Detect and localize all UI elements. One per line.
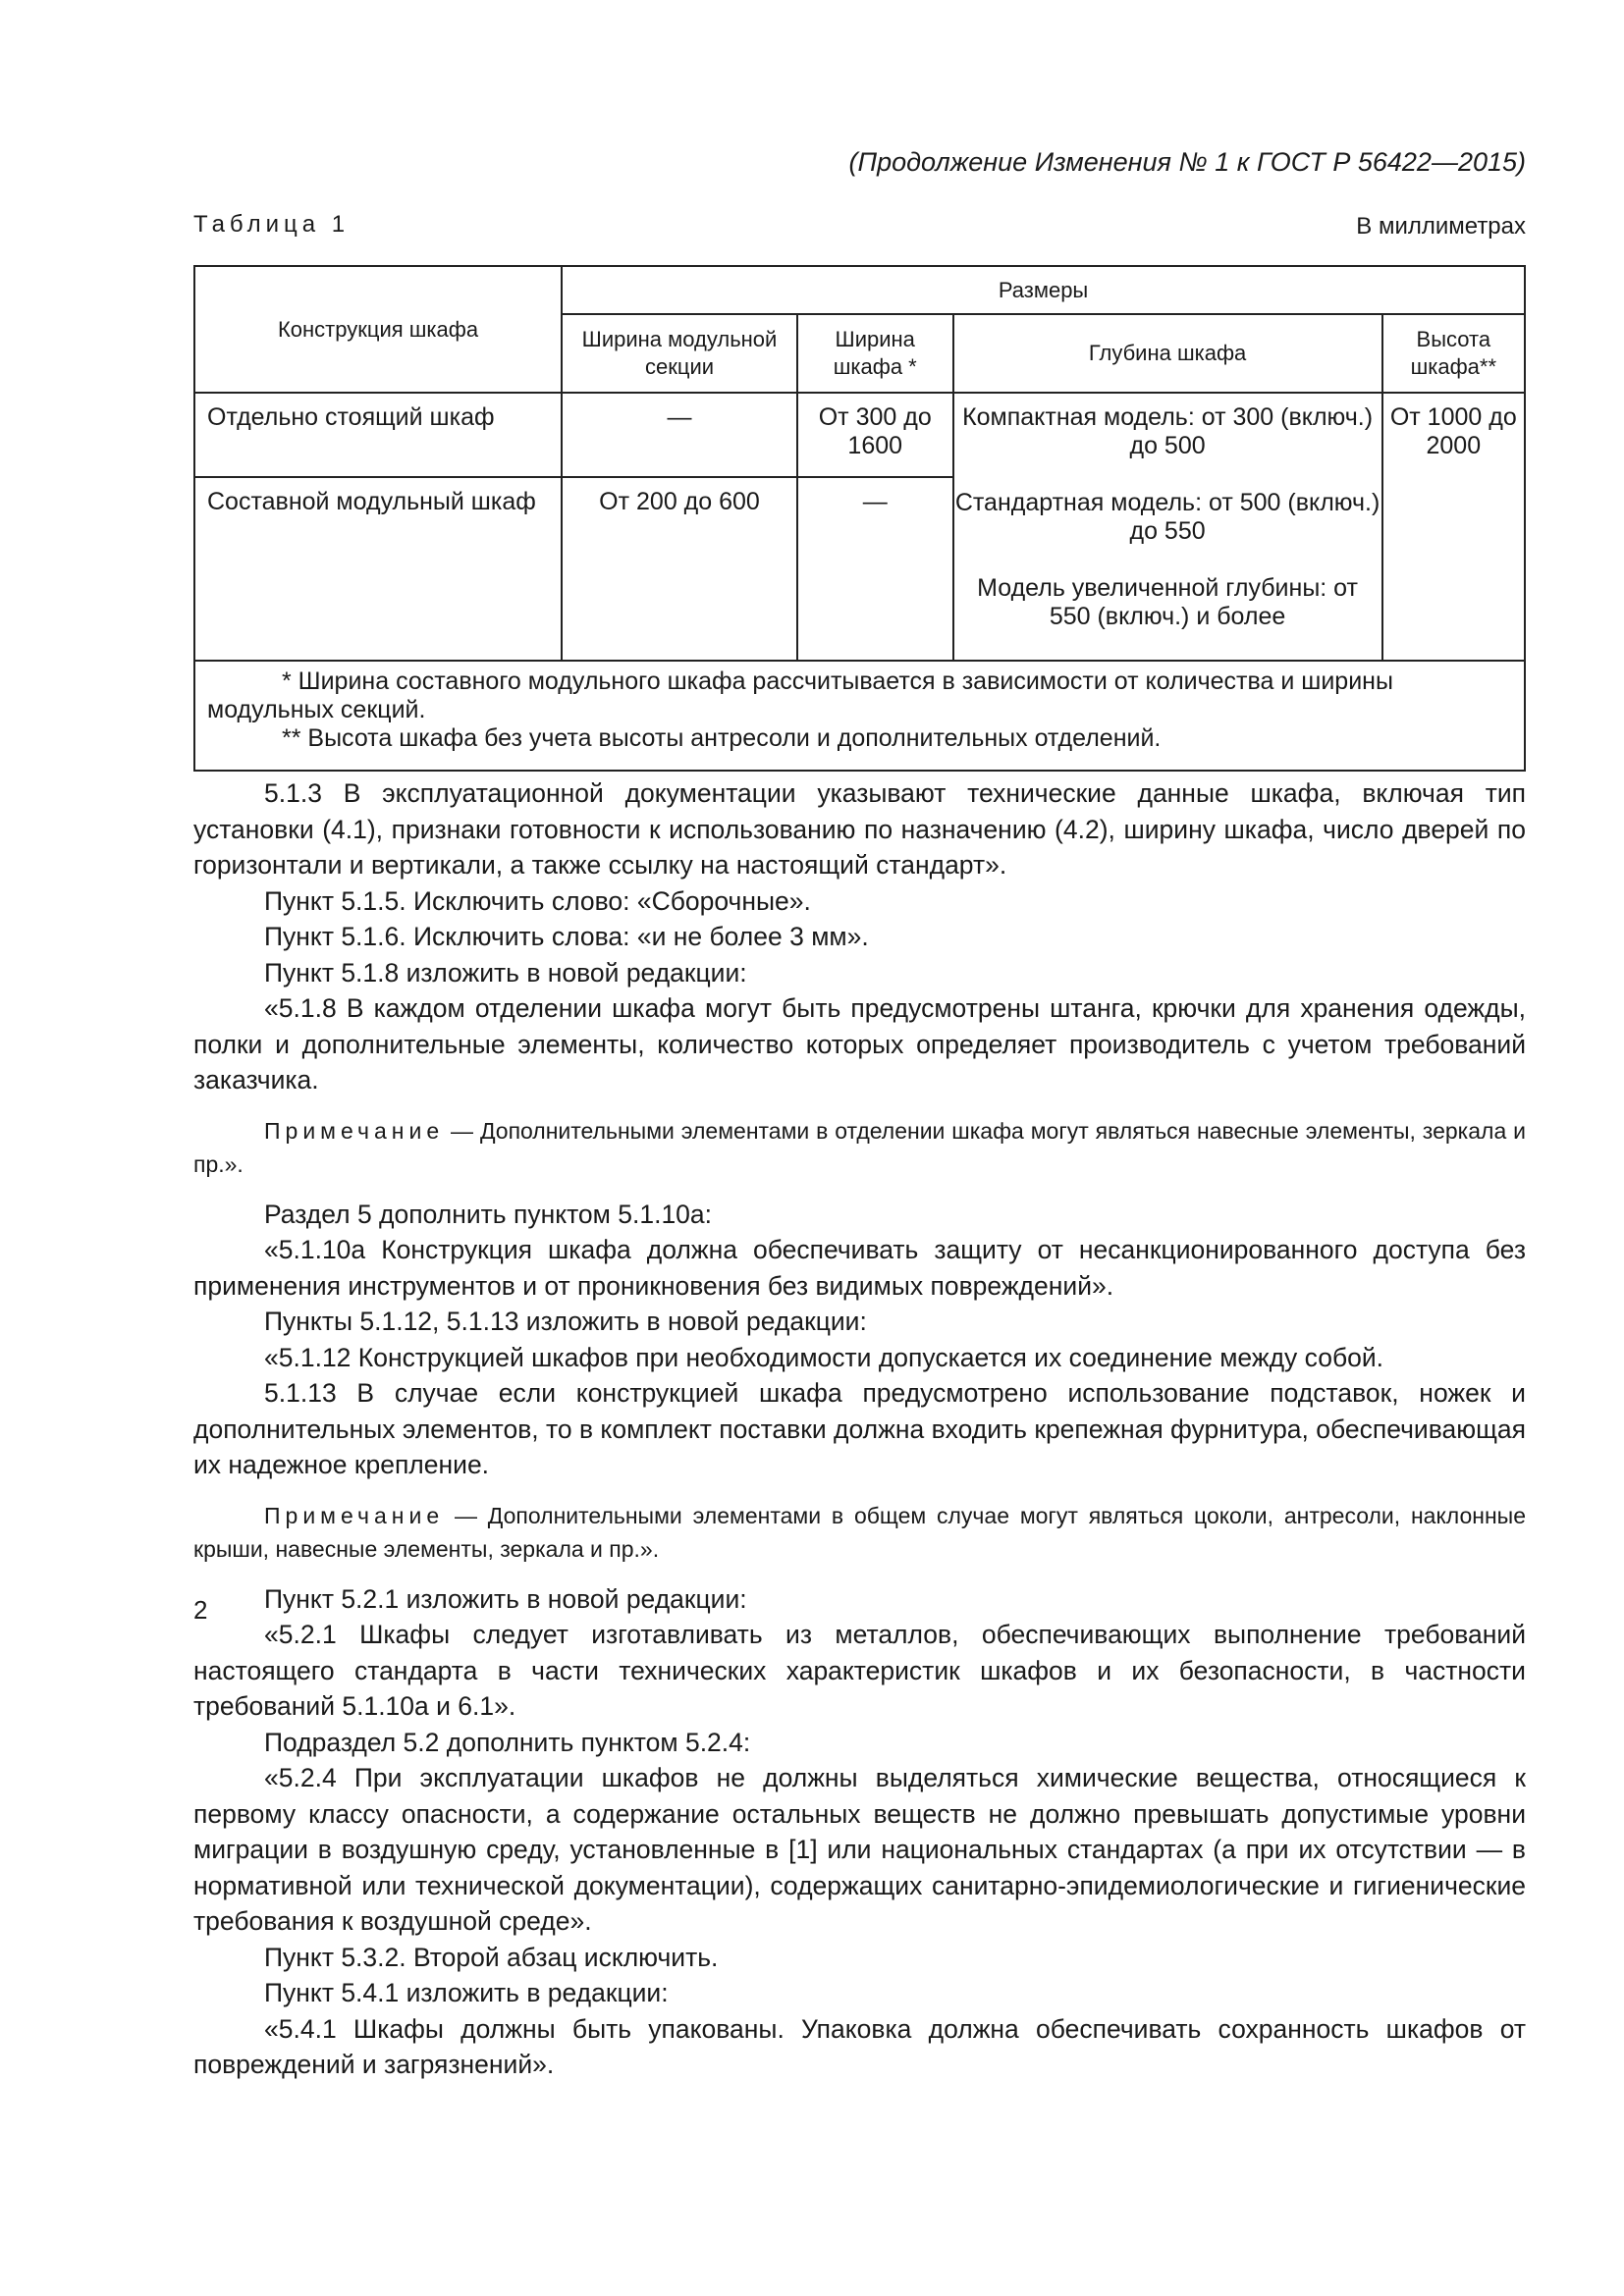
page-number: 2 [193,1595,208,1625]
paragraph: Пункт 5.3.2. Второй абзац исключить. [264,1942,719,1972]
cell-construction: Составной модульный шкаф [194,477,562,661]
note-text: — Дополнительными элементами в общем случае могут являться цоколи, антресоли, наклонные крыши, навесные элементы, зеркала и пр.». [193,1502,1526,1562]
cell-module-width: — [562,393,797,477]
page-header: (Продолжение Изменения № 1 к ГОСТ Р 56422—2015) [848,147,1526,177]
paragraph: 5.1.3 В эксплуатационной документации указывают технические данные шкафа, включая тип установки (4.1), признаки готовности к использованию по назначению (4.2), ширину шкафа, число дверей по горизонтали и вертикали, а также ссылку на настоящий стандарт». [193,778,1526,880]
note [193,1499,1526,1566]
paragraph: Пункт 5.1.6. Исключить слова: «и не более 3 мм». [264,922,869,951]
paragraph: «5.1.12 Конструкцией шкафов при необходимости допускается их соединение между собой. [264,1342,1384,1372]
paragraph: Пункт 5.2.1 изложить в новой редакции: [264,1583,747,1614]
note-label: Примечание [264,1117,445,1144]
paragraph: «5.2.4 При эксплуатации шкафов не должны выделяться химические вещества, относящиеся к первому классу опасности, а содержание остальных веществ не должно превышать допустимые уровни миграции в воздушную среду, установленные в [1] или национальных стандартах (а при их отсутствии — в нормативной или технической документации), содержащих санитарно-эпидемиологические и гигиенические требования к воздушной среде». [193,1763,1526,1936]
cell-construction: Отдельно стоящий шкаф [194,393,562,477]
table-row [194,393,1525,477]
paragraph: Пункт 5.4.1 изложить в редакции: [264,1978,669,2007]
table-footnotes [194,661,1525,771]
depth-compact: Компактная модель: от 300 (включ.) до 500 [962,403,1374,459]
body-text [193,775,1526,2083]
cell-cabinet-width: — [797,477,953,661]
header-sizes: Размеры [562,266,1525,314]
paragraph: «5.2.1 Шкафы следует изготавливать из металлов, обеспечивающих выполнение требований настоящего стандарта в части технических характеристик шкафов и их безопасности, в частности требований 5.1.10а и 6.1». [193,1620,1526,1721]
note-text: — Дополнительными элементами в отделении шкафа могут являться навесные элементы, зеркала и пр.». [193,1117,1526,1177]
paragraph: «5.4.1 Шкафы должны быть упакованы. Упаковка должна обеспечивать сохранность шкафов от повреждений и загрязнений». [193,2013,1526,2079]
note [193,1114,1526,1181]
cell-height: От 1000 до 2000 [1382,393,1525,661]
paragraph: Пункты 5.1.12, 5.1.13 изложить в новой редакции: [264,1307,867,1336]
header-construction: Конструкция шкафа [194,266,562,393]
footnote-height: ** Высота шкафа без учета высоты антресоли и дополнительных отделений. [282,724,1162,752]
paragraph: Подраздел 5.2 дополнить пунктом 5.2.4: [264,1727,751,1757]
paragraph: «5.1.10а Конструкция шкафа должна обеспечивать защиту от несанкционированного доступа без применения инструментов и от проникновения без видимых повреждений». [193,1235,1526,1301]
paragraph: Раздел 5 дополнить пунктом 5.1.10а: [264,1199,713,1229]
header-depth: Глубина шкафа [953,314,1382,393]
note-label: Примечание [264,1502,445,1528]
header-cabinet-width: Ширина шкафа * [797,314,953,393]
table-units: В миллиметрах [1356,213,1526,240]
paragraph: Пункт 5.1.5. Исключить слово: «Сборочные». [264,885,811,916]
cell-cabinet-width: От 300 до 1600 [797,393,953,477]
paragraph: Пункт 5.1.8 изложить в новой редакции: [264,957,747,988]
footnote-width: * Ширина составного модульного шкафа рассчитывается в зависимости от количества и ширины модульных секций. [207,667,1393,723]
table-caption: Таблица 1 [193,211,351,238]
cell-module-width: От 200 до 600 [562,477,797,661]
paragraph: «5.1.8 В каждом отделении шкафа могут быть предусмотрены штанга, крючки для хранения одежды, полки и дополнительные элементы, количество которых определяет производитель с учетом требований заказчика. [193,993,1526,1095]
cell-depth [953,393,1382,661]
dimensions-table [193,265,1526,772]
header-height: Высота шкафа** [1382,314,1525,393]
depth-extended: Модель увеличенной глубины: от 550 (включ.) и более [977,574,1358,630]
paragraph: 5.1.13 В случае если конструкцией шкафа предусмотрено использование подставок, ножек и дополнительных элементов, то в комплект поставки должна входить крепежная фурнитура, обеспечивающая их надежное крепление. [193,1378,1526,1479]
depth-standard: Стандартная модель: от 500 (включ.) до 550 [954,489,1380,545]
header-module-width: Ширина модульной секции [562,314,797,393]
